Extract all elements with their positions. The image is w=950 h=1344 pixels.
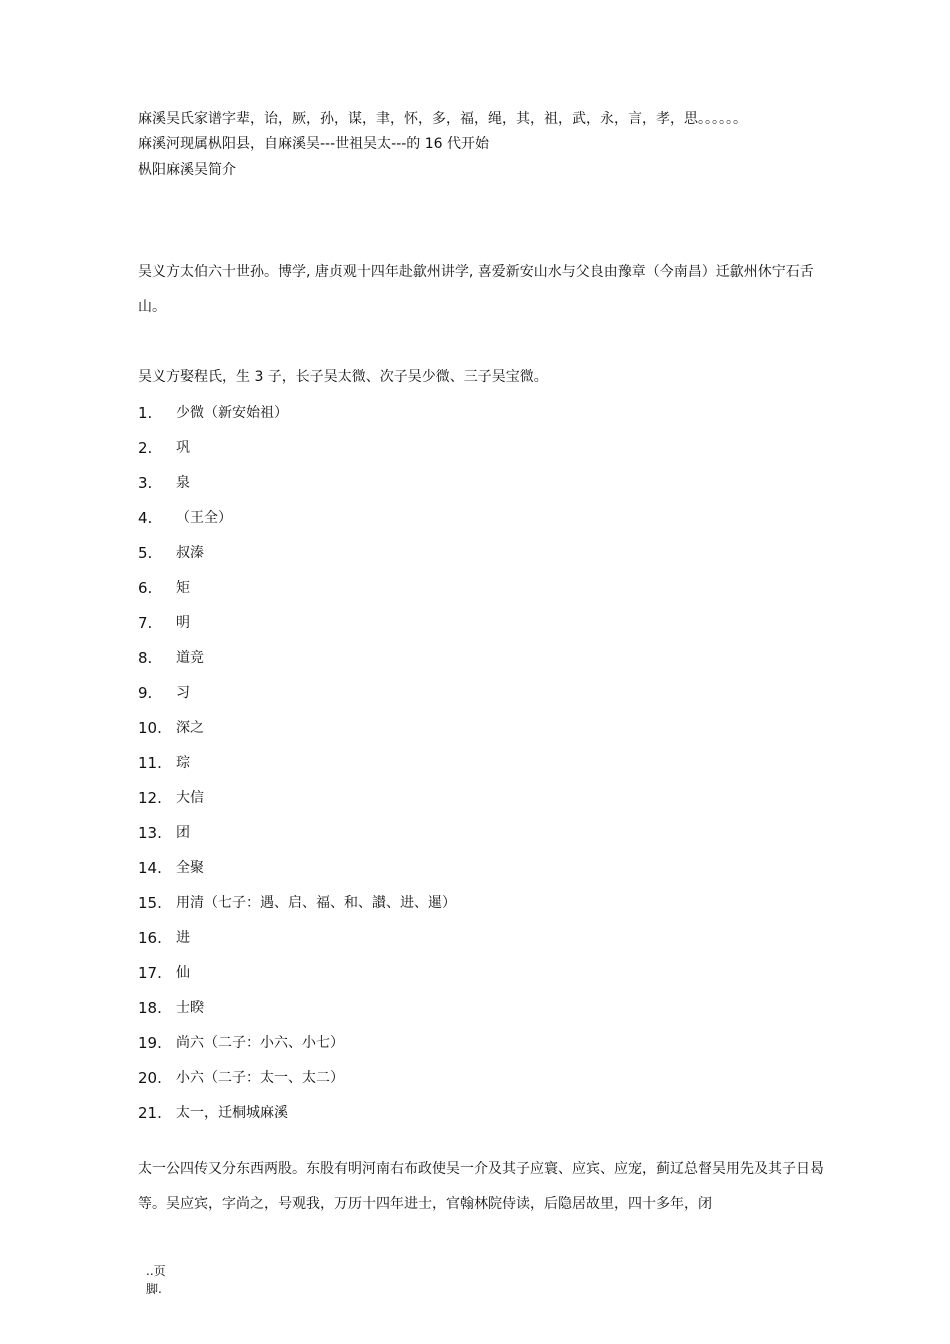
list-item-number: 15. (138, 894, 162, 912)
list-item-text: 深之 (176, 720, 204, 736)
list-item-text: 巩 (176, 440, 190, 456)
list-item-number: 6. (138, 579, 153, 597)
list-item-number: 20. (138, 1069, 162, 1087)
list-item-number: 9. (138, 684, 153, 702)
list-item-text: 矩 (176, 580, 190, 596)
list-item-text: 习 (176, 685, 190, 701)
list-item-text: 全聚 (176, 860, 204, 876)
list-item-number: 14. (138, 859, 162, 877)
footer-line-2: 脚. (146, 1282, 162, 1296)
list-item-text: 仙 (176, 965, 190, 981)
list-item-text: 道竞 (176, 650, 204, 666)
list-item-number: 8. (138, 649, 153, 667)
list-item-number: 12. (138, 789, 162, 807)
page-footer (146, 1262, 166, 1298)
list-item-text: 大信 (176, 790, 204, 806)
list-item-number: 17. (138, 964, 162, 982)
list-item-number: 13. (138, 824, 162, 842)
list-item-text: 团 (176, 825, 190, 841)
list-item-number: 2. (138, 439, 153, 457)
generation-names-line: 麻溪吴氏家谱字辈，诒，厥，孙，谋，聿，怀，多，福，绳，其，祖，武，永，言，孝，思。。。。。。 (138, 111, 747, 127)
list-item-number: 7. (138, 614, 153, 632)
closing-paragraph: 太一公四传又分东西两股。东股有明河南右布政使吴一介及其子应寰、应宾、应宠，蓟辽总督吴用先及其子日曷等。吴应宾，字尚之，号观我，万历十四年进士，官翰林院侍读，后隐居故里，四十多年，闭 (138, 1161, 824, 1212)
list-item-text: 士睽 (176, 1000, 204, 1016)
list-item-text: 进 (176, 930, 190, 946)
list-item-text: 用清（七子：遇、启、福、和、讃、进、暹） (176, 895, 456, 911)
list-item-number: 18. (138, 999, 162, 1017)
list-item-text: 明 (176, 615, 190, 631)
list-item-number: 19. (138, 1034, 162, 1052)
list-item-number: 3. (138, 474, 153, 492)
footer-line-1: ..页 (146, 1264, 166, 1278)
list-item-text: 尚六（二子：小六、小七） (176, 1035, 344, 1051)
list-item-number: 10. (138, 719, 162, 737)
list-item-number: 11. (138, 754, 162, 772)
list-item-text: 太一，迁桐城麻溪 (176, 1105, 288, 1121)
list-item-number: 16. (138, 929, 162, 947)
intro-paragraph: 吴义方太伯六十世孙。博学, 唐贞观十四年赴歙州讲学, 喜爱新安山水与父良由豫章（今南昌）迁歙州休宁石舌山。 (138, 264, 814, 315)
list-item-text: （王全） (176, 510, 232, 526)
location-line: 麻溪河现属枞阳县，自麻溪吴---世祖吴太---的 16 代开始 (138, 136, 490, 152)
list-item-number: 21. (138, 1104, 162, 1122)
list-item-text: 叔溱 (176, 545, 204, 561)
list-item-text: 小六（二子：太一、太二） (176, 1070, 344, 1086)
list-item-text: 泉 (176, 475, 190, 491)
sons-paragraph: 吴义方娶程氏，生 3 子，长子吴太微、次子吴少微、三子吴宝微。 (138, 369, 548, 385)
list-item-text: 少微（新安始祖） (176, 405, 288, 421)
list-item-number: 1. (138, 404, 153, 422)
section-title: 枞阳麻溪吴简介 (138, 162, 236, 178)
list-item-number: 4. (138, 509, 153, 527)
list-item-number: 5. (138, 544, 153, 562)
list-item-text: 琮 (176, 755, 190, 771)
